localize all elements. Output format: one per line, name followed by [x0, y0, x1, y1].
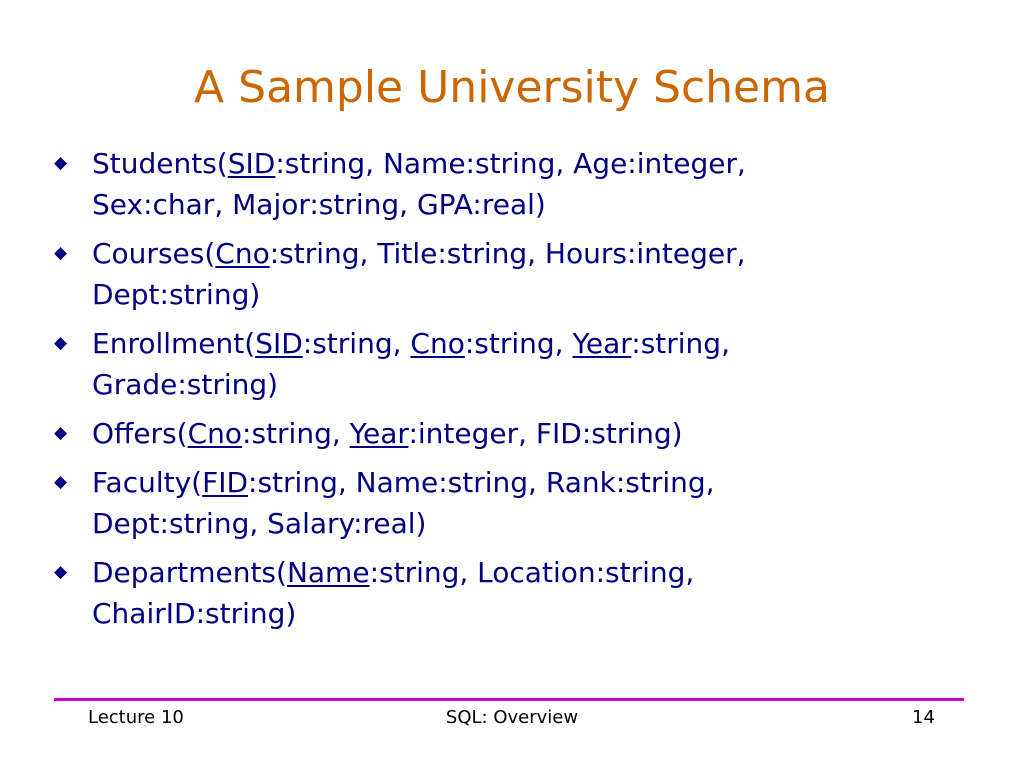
schema-text: Sex:char, Major:string, GPA:real): [92, 188, 546, 221]
schema-bullet-item: [54, 323, 954, 405]
diamond-bullet-icon: ◆: [54, 423, 68, 443]
schema-text: Enrollment(: [92, 327, 256, 360]
primary-key-attribute: Year: [572, 327, 632, 360]
footer-divider: [54, 698, 964, 701]
primary-key-attribute: Year: [349, 417, 409, 450]
primary-key-attribute: Cno: [187, 417, 243, 450]
schema-line-2: [92, 503, 954, 544]
primary-key-attribute: Cno: [215, 237, 270, 270]
schema-text: :string, Title:string, Hours:integer,: [269, 237, 746, 270]
schema-line-1: [92, 323, 954, 364]
schema-text: Departments(: [92, 556, 287, 589]
diamond-bullet-icon: ◆: [54, 243, 68, 263]
schema-bullet-item: [54, 233, 954, 315]
primary-key-attribute: Name: [286, 556, 370, 589]
schema-text: :string, Name:string, Age:integer,: [275, 147, 746, 180]
schema-text: :string, Name:string, Rank:string,: [248, 466, 715, 499]
schema-text: ChairID:string): [92, 597, 297, 630]
schema-line-1: [92, 233, 954, 274]
bullet-list: [54, 143, 954, 642]
schema-line-1: [92, 413, 954, 454]
footer-lecture-label: Lecture 10: [88, 707, 184, 728]
schema-text: :integer, FID:string): [408, 417, 683, 450]
schema-text: :string,: [464, 327, 573, 360]
schema-text: Students(: [92, 147, 228, 180]
schema-line-1: [92, 552, 954, 593]
schema-text: Dept:string, Salary:real): [92, 507, 427, 540]
primary-key-attribute: SID: [227, 147, 276, 180]
schema-line-2: [92, 593, 954, 634]
schema-line-2: [92, 184, 954, 225]
schema-bullet-item: [54, 413, 954, 454]
schema-bullet-item: [54, 143, 954, 225]
schema-line-1: [92, 462, 954, 503]
diamond-bullet-icon: ◆: [54, 153, 68, 173]
slide-title: A Sample University Schema: [194, 62, 830, 113]
schema-text: :string,: [242, 417, 350, 450]
schema-text: :string,: [302, 327, 411, 360]
footer-topic-label: SQL: Overview: [445, 707, 579, 728]
schema-text: :string,: [631, 327, 730, 360]
primary-key-attribute: Cno: [410, 327, 465, 360]
schema-line-1: [92, 143, 954, 184]
schema-line-2: [92, 274, 954, 315]
schema-text: :string, Location:string,: [369, 556, 695, 589]
primary-key-attribute: FID: [202, 466, 249, 499]
schema-bullet-item: [54, 552, 954, 634]
schema-text: Courses(: [92, 237, 216, 270]
diamond-bullet-icon: ◆: [54, 472, 68, 492]
primary-key-attribute: SID: [255, 327, 303, 360]
diamond-bullet-icon: ◆: [54, 333, 68, 353]
diamond-bullet-icon: ◆: [54, 562, 68, 582]
schema-text: Faculty(: [92, 466, 203, 499]
schema-text: Grade:string): [92, 368, 279, 401]
schema-line-2: [92, 364, 954, 405]
schema-text: Offers(: [92, 417, 188, 450]
schema-text: Dept:string): [92, 278, 261, 311]
footer-page-number: 14: [912, 707, 935, 728]
schema-bullet-item: [54, 462, 954, 544]
